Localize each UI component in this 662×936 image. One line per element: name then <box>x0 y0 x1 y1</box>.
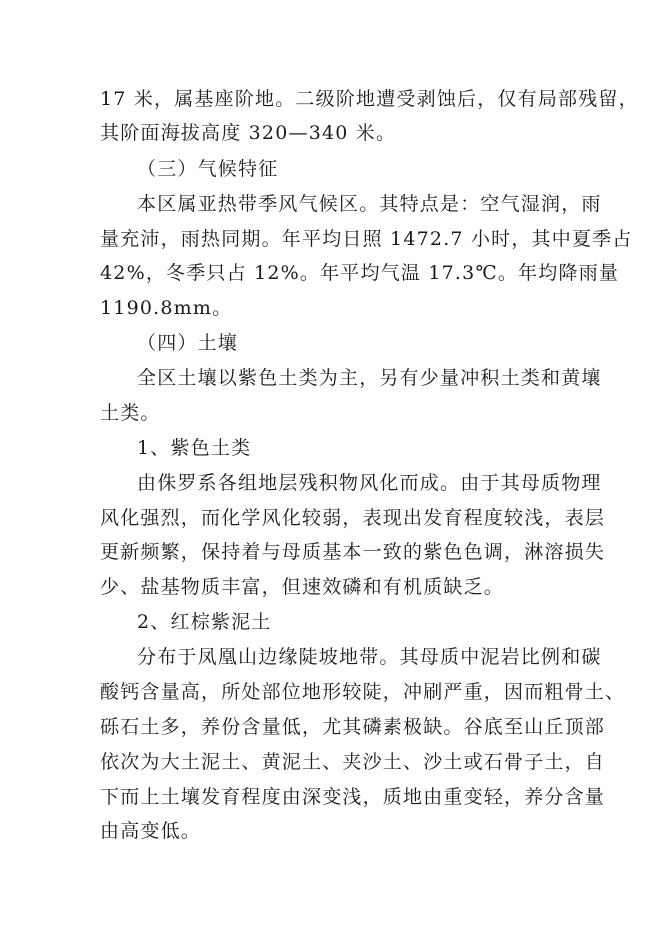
paragraph-line: 全区土壤以紫色土类为主，另有少量冲积土类和黄壤 <box>137 367 602 389</box>
paragraph-line: 其阶面海拔高度 320—340 米。 <box>100 122 397 144</box>
subsection-heading-red-brown-purple-mud: 2、红棕紫泥土 <box>137 611 272 633</box>
paragraph-line: 砾石土多，养份含量低，尤其磷素极缺。谷底至山丘顶部 <box>100 716 606 738</box>
paragraph-line: 少、盐基物质丰富，但速效磷和有机质缺乏。 <box>100 576 505 598</box>
subsection-heading-purple-soil: 1、紫色土类 <box>137 437 252 459</box>
paragraph-line: 由侏罗系各组地层残积物风化而成。由于其母质物理 <box>137 472 602 494</box>
paragraph-line: 土类。 <box>100 402 161 424</box>
paragraph-line: 本区属亚热带季风气候区。其特点是：空气湿润，雨 <box>137 193 602 215</box>
section-heading-soil: （四）土壤 <box>137 332 239 354</box>
paragraph-line: 更新频繁，保持着与母质基本一致的紫色色调，淋溶损失 <box>100 541 606 563</box>
paragraph-line: 分布于凤凰山边缘陡坡地带。其母质中泥岩比例和碳 <box>137 646 602 668</box>
paragraph-line: 风化强烈，而化学风化较弱，表现出发育程度较浅，表层 <box>100 507 606 529</box>
paragraph-line: 依次为大土泥土、黄泥土、夹沙土、沙土或石骨子土，自 <box>100 751 606 773</box>
paragraph-line: 酸钙含量高，所处部位地形较陡，冲刷严重，因而粗骨土、 <box>100 681 626 703</box>
paragraph-line: 42%，冬季只占 12%。年平均气温 17.3℃。年均降雨量 <box>100 262 620 284</box>
paragraph-line: 下而上土壤发育程度由深变浅，质地由重变轻，养分含量 <box>100 786 606 808</box>
paragraph-line: 量充沛，雨热同期。年平均日照 1472.7 小时，其中夏季占 <box>100 228 633 250</box>
paragraph-line: 1190.8mm。 <box>100 297 233 319</box>
section-heading-climate: （三）气候特征 <box>137 158 279 180</box>
paragraph-line: 17 米，属基座阶地。二级阶地遭受剥蚀后，仅有局部残留， <box>100 88 639 110</box>
paragraph-line: 由高变低。 <box>100 820 202 842</box>
